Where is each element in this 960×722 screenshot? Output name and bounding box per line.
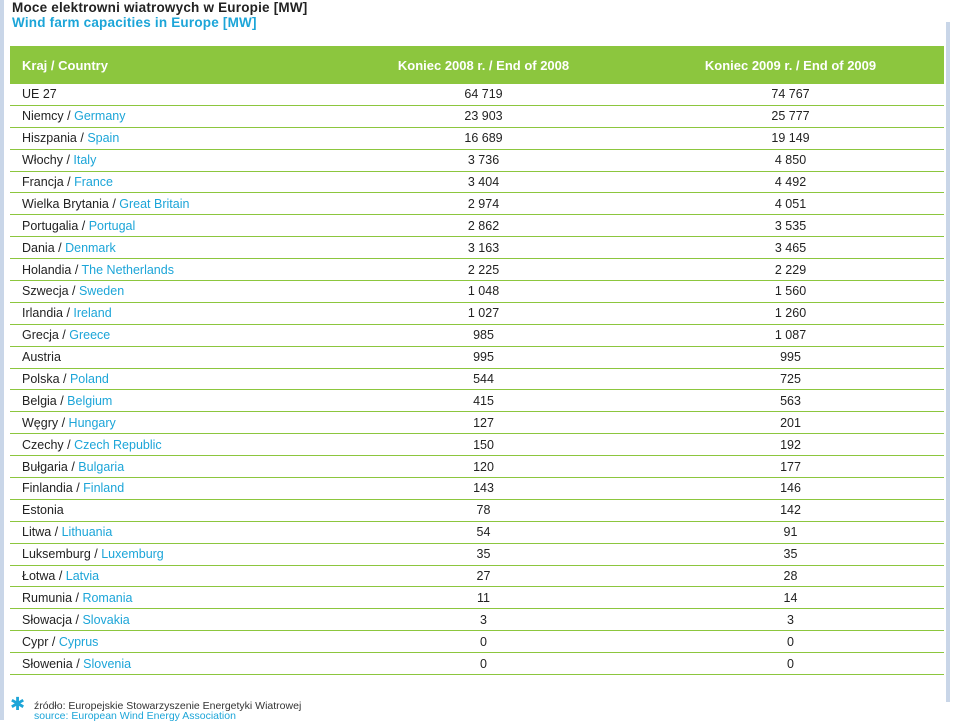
country-polish: Irlandia [22,306,63,321]
country-cell [10,346,330,368]
table-row [10,127,944,149]
value-2009: 142 [637,499,944,521]
country-cell: Włochy / Italy [10,149,330,171]
table-row [10,324,944,346]
source-polish: źródło: Europejskie Stowarzyszenie Energetyki Wiatrowej [34,700,302,712]
table-row [10,521,944,543]
value-2009: 3 [637,609,944,631]
value-2009: 4 051 [637,193,944,215]
value-2009: 91 [637,521,944,543]
country-cell: Bułgaria / Bulgaria [10,456,330,478]
country-polish: Dania [22,240,55,255]
value-2008: 3 404 [330,171,637,193]
value-2009: 35 [637,543,944,565]
value-2009: 995 [637,346,944,368]
star-icon: ✱ [10,694,26,714]
country-polish: Rumunia [22,590,73,605]
value-2008: 1 027 [330,302,637,324]
value-2008: 143 [330,478,637,500]
value-2009: 192 [637,434,944,456]
value-2008: 27 [330,565,637,587]
country-cell: Belgia / Belgium [10,390,330,412]
country-polish: UE 27 [22,87,57,102]
country-cell: Finlandia / Finland [10,478,330,500]
table-header-row [10,46,944,84]
country-english: Sweden [78,284,125,299]
country-polish: Wielka Brytania [22,196,109,211]
country-polish: Finlandia [22,481,73,496]
table-row [10,105,944,127]
table-row [10,346,944,368]
value-2008: 2 974 [330,193,637,215]
value-2009: 1 560 [637,281,944,303]
value-2008: 120 [330,456,637,478]
country-english: Great Britain [119,196,190,211]
table-row [10,171,944,193]
value-2009: 201 [637,412,944,434]
value-2009: 14 [637,587,944,609]
country-cell: Rumunia / Romania [10,587,330,609]
value-2008: 64 719 [330,84,637,105]
country-polish: Włochy [22,153,63,168]
country-cell: Irlandia / Ireland [10,302,330,324]
title-english: Wind farm capacities in Europe [MW] [12,15,257,30]
country-cell: Portugalia / Portugal [10,215,330,237]
value-2008: 127 [330,412,637,434]
table-row [10,565,944,587]
country-english: Latvia [65,569,100,584]
table-row [10,84,944,105]
table-row [10,237,944,259]
value-2008: 150 [330,434,637,456]
value-2008: 23 903 [330,105,637,127]
value-2008: 2 862 [330,215,637,237]
country-polish: Hiszpania [22,131,77,146]
country-cell: Węgry / Hungary [10,412,330,434]
country-english: Lithuania [61,525,113,540]
country-polish: Szwecja [22,284,69,299]
table-row [10,653,944,675]
country-english: Slovenia [83,656,132,671]
country-cell: Słowenia / Slovenia [10,653,330,675]
country-polish: Portugalia [22,218,79,233]
header-country: Kraj / Country [10,46,330,84]
country-english: Finland [83,481,125,496]
value-2008: 544 [330,368,637,390]
table-row [10,456,944,478]
value-2009: 563 [637,390,944,412]
country-polish: Estonia [22,503,64,518]
country-cell: Cypr / Cyprus [10,631,330,653]
value-2009: 19 149 [637,127,944,149]
country-cell: Słowacja / Slovakia [10,609,330,631]
value-2009: 4 492 [637,171,944,193]
value-2008: 16 689 [330,127,637,149]
country-polish: Słowenia [22,656,73,671]
country-english: Italy [73,153,97,168]
country-cell: Hiszpania / Spain [10,127,330,149]
country-cell: Wielka Brytania / Great Britain [10,193,330,215]
value-2009: 146 [637,478,944,500]
country-polish: Belgia [22,393,57,408]
table-row [10,149,944,171]
country-english: Belgium [67,393,113,408]
country-cell: Łotwa / Latvia [10,565,330,587]
country-polish: Litwa [22,525,52,540]
table-row [10,543,944,565]
country-polish: Węgry [22,415,59,430]
country-polish: Łotwa [22,569,56,584]
country-cell: Litwa / Lithuania [10,521,330,543]
country-english: Hungary [68,415,116,430]
country-cell: Szwecja / Sweden [10,281,330,303]
country-cell: Holandia / The Netherlands [10,259,330,281]
value-2009: 4 850 [637,149,944,171]
country-english: The Netherlands [81,262,174,277]
country-cell: Niemcy / Germany [10,105,330,127]
value-2009: 0 [637,631,944,653]
country-polish: Cypr [22,634,49,649]
country-english: Cyprus [58,634,99,649]
right-border [946,22,950,702]
country-english: Romania [82,590,133,605]
value-2009: 0 [637,653,944,675]
country-english: Ireland [73,306,112,321]
country-polish: Polska [22,372,60,387]
value-2009: 3 535 [637,215,944,237]
table-row [10,587,944,609]
country-cell: Dania / Denmark [10,237,330,259]
value-2008: 3 163 [330,237,637,259]
value-2008: 2 225 [330,259,637,281]
table-row [10,193,944,215]
country-english: Czech Republic [74,437,162,452]
country-cell [10,499,330,521]
header-2009: Koniec 2009 r. / End of 2009 [637,46,944,84]
country-english: Slovakia [82,612,130,627]
table-row [10,302,944,324]
country-english: Luxemburg [101,547,164,562]
country-cell: Luksemburg / Luxemburg [10,543,330,565]
left-border [0,0,4,720]
header-2008: Koniec 2008 r. / End of 2008 [330,46,637,84]
table-row [10,631,944,653]
country-cell [10,84,330,105]
title-polish: Moce elektrowni wiatrowych w Europie [MW] [12,0,308,15]
table-row [10,478,944,500]
value-2009: 1 087 [637,324,944,346]
country-english: Poland [69,372,109,387]
value-2009: 2 229 [637,259,944,281]
table-row [10,281,944,303]
value-2009: 25 777 [637,105,944,127]
value-2008: 415 [330,390,637,412]
country-cell: Czechy / Czech Republic [10,434,330,456]
country-polish: Francja [22,175,64,189]
country-english: Spain [87,131,120,146]
value-2008: 35 [330,543,637,565]
table-row [10,609,944,631]
country-english: Greece [69,328,111,343]
country-polish: Luksemburg [22,547,91,562]
value-2009: 725 [637,368,944,390]
country-polish: Austria [22,350,61,365]
value-2008: 0 [330,631,637,653]
value-2008: 995 [330,346,637,368]
value-2008: 78 [330,499,637,521]
country-polish: Bułgaria [22,459,68,474]
value-2008: 985 [330,324,637,346]
value-2008: 3 [330,609,637,631]
table-row [10,434,944,456]
country-cell: Francja / France [10,171,330,193]
country-polish: Holandia [22,262,72,277]
table-row [10,259,944,281]
country-cell: Grecja / Greece [10,324,330,346]
country-polish: Grecja [22,328,59,343]
country-cell: Polska / Poland [10,368,330,390]
source-english: source: European Wind Energy Association [34,710,236,722]
value-2009: 177 [637,456,944,478]
country-english: Portugal [88,218,136,233]
capacity-table [10,46,944,675]
value-2008: 11 [330,587,637,609]
table-row [10,499,944,521]
value-2009: 3 465 [637,237,944,259]
table-row [10,390,944,412]
value-2009: 1 260 [637,302,944,324]
country-english: Denmark [65,240,116,255]
table-row [10,412,944,434]
value-2008: 3 736 [330,149,637,171]
value-2008: 0 [330,653,637,675]
table-row [10,215,944,237]
country-english: Germany [74,109,126,124]
country-polish: Słowacja [22,612,73,627]
country-english: Bulgaria [78,459,125,474]
value-2008: 1 048 [330,281,637,303]
value-2009: 74 767 [637,84,944,105]
table-row [10,368,944,390]
country-polish: Niemcy [22,109,64,124]
country-english: France [74,175,114,189]
value-2008: 54 [330,521,637,543]
country-polish: Czechy [22,437,64,452]
value-2009: 28 [637,565,944,587]
